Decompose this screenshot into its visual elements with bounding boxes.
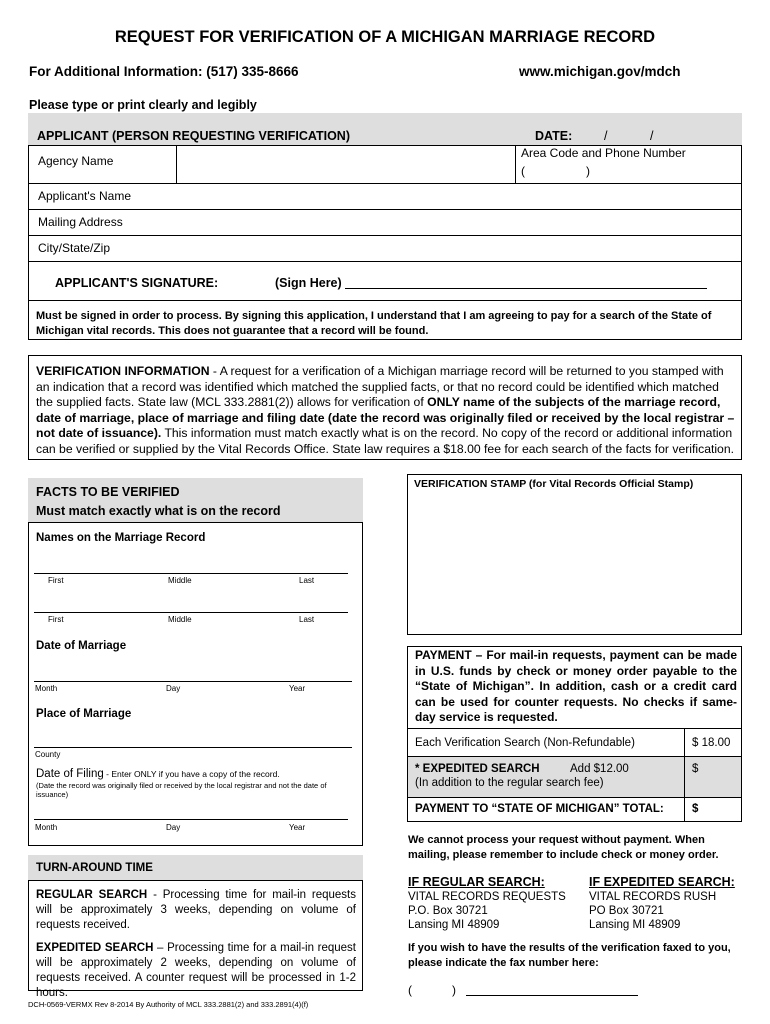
regular-address-line-3: Lansing MI 48909 xyxy=(408,919,500,931)
signature-note: Must be signed in order to process. By signing this application, I understand that I am agreeing to pay for a search of the State of Michigan vital records. This does not guarantee that a record will be found. xyxy=(36,310,712,337)
date-slash: / xyxy=(650,129,654,143)
day-caption: Day xyxy=(166,684,181,693)
row-divider xyxy=(28,300,742,301)
middle-caption: Middle xyxy=(168,576,192,585)
applicant-heading: APPLICANT (PERSON REQUESTING VERIFICATION) xyxy=(37,129,350,143)
form-footer: DCH-0569-VERMX Rev 8-2014 By Authority of MCL 333.2881(2) and 333.2891(4)(f) xyxy=(28,1000,309,1009)
expedited-search-body: – Processing time for a mail-in request will be approximately 2 weeks, depending on volume of requests received. A counter request will be processed in 1-2 hours. xyxy=(36,942,357,999)
mailing-address-field[interactable] xyxy=(140,210,740,234)
expedited-search-lead: EXPEDITED SEARCH xyxy=(36,942,154,954)
name-line-1[interactable] xyxy=(34,573,348,574)
date-of-marriage-label: Date of Marriage xyxy=(36,640,127,652)
applicant-name-field[interactable] xyxy=(140,184,740,208)
payment-total-label: PAYMENT TO “STATE OF MICHIGAN” TOTAL: xyxy=(415,803,664,815)
regular-address-line-1: VITAL RECORDS REQUESTS xyxy=(408,891,566,903)
page-title: REQUEST FOR VERIFICATION OF A MICHIGAN MARRIAGE RECORD xyxy=(114,28,656,46)
expedited-address-line-2: PO Box 30721 xyxy=(589,905,664,917)
first-caption: First xyxy=(48,576,64,585)
date-of-filing-label xyxy=(36,768,280,780)
expedited-address-line-1: VITAL RECORDS RUSH xyxy=(589,891,717,903)
month-caption: Month xyxy=(35,684,58,693)
month-caption: Month xyxy=(35,823,58,832)
phone-label: Area Code and Phone Number xyxy=(521,146,686,160)
facts-heading: FACTS TO BE VERIFIED xyxy=(36,485,180,499)
names-label: Names on the Marriage Record xyxy=(36,532,206,544)
signature-field[interactable] xyxy=(345,288,707,289)
verification-info-lead: VERIFICATION INFORMATION xyxy=(36,364,210,378)
verification-info-bold: ONLY name of the subjects of the marriage record, date of marriage, place of marriage and filing date (date the record was originally filed or received by the local registrar – not date of issuance). xyxy=(36,395,735,441)
info-phone: For Additional Information: (517) 335-8666 xyxy=(29,64,299,79)
expedited-search-text xyxy=(36,941,356,1001)
verification-info-text xyxy=(36,364,738,458)
payment-text: PAYMENT – For mail-in requests, payment can be made in U.S. funds by check or money order payable to the “State of Michigan”. In addition, cash or a credit card can be used for counter requests. No checks if same-day service is requested. xyxy=(415,648,737,724)
column-divider xyxy=(684,728,685,822)
last-caption: Last xyxy=(299,615,315,624)
day-caption: Day xyxy=(166,823,181,832)
row-divider xyxy=(407,797,742,798)
applicant-name-label: Applicant's Name xyxy=(38,189,131,203)
filing-date-line[interactable] xyxy=(34,819,348,820)
phone-close-paren: ) xyxy=(586,164,590,178)
fax-close-paren: ) xyxy=(452,983,456,997)
regular-search-text xyxy=(36,888,356,933)
date-of-filing-note: - Enter ONLY if you have a copy of the record. xyxy=(103,769,280,779)
instructions: Please type or print clearly and legibly xyxy=(29,98,257,112)
expedited-search-label: * EXPEDITED SEARCH xyxy=(415,763,540,775)
fax-open-paren: ( xyxy=(408,983,412,997)
regular-search-body: - Processing time for mail-in requests will be approximately 3 weeks, depending on volume of requests received. xyxy=(36,889,356,931)
phone-open-paren: ( xyxy=(521,164,525,178)
phone-field[interactable] xyxy=(516,147,741,182)
date-of-filing-explanation: (Date the record was originally filed or received by the local registrar and not the date of issuance) xyxy=(36,781,327,799)
regular-search-lead: REGULAR SEARCH xyxy=(36,889,148,901)
city-state-zip-field[interactable] xyxy=(140,236,740,260)
row-divider xyxy=(407,728,742,729)
mailing-address-label: Mailing Address xyxy=(38,215,123,229)
date-slash: / xyxy=(604,129,608,143)
county-caption: County xyxy=(35,750,61,759)
regular-search-address-heading: IF REGULAR SEARCH: xyxy=(408,875,545,889)
verification-info-part-1: - A request for a verification of a Michigan marriage record will be returned to you stamped with an indication that a record was identified which matched the supplied facts, or that no record could be identified which matched the supplied facts. State law (MCL 333.2881(2)) allows for verification of xyxy=(36,364,724,410)
verification-stamp-label: VERIFICATION STAMP (for Vital Records Official Stamp) xyxy=(414,478,694,490)
each-search-amount: $ 18.00 xyxy=(692,737,731,749)
info-website: www.michigan.gov/mdch xyxy=(519,64,681,79)
county-line[interactable] xyxy=(34,747,352,748)
fax-area-code-field[interactable] xyxy=(416,980,450,998)
middle-caption: Middle xyxy=(168,615,192,624)
fax-number-field[interactable] xyxy=(466,995,638,996)
each-search-label: Each Verification Search (Non-Refundable) xyxy=(415,737,635,749)
date-label: DATE: xyxy=(535,129,573,143)
signature-label: APPLICANT'S SIGNATURE: xyxy=(55,276,219,290)
agency-name-label: Agency Name xyxy=(38,154,114,168)
place-of-marriage-label: Place of Marriage xyxy=(36,708,132,720)
payment-mailing-note: We cannot process your request without payment. When mailing, please remember to include check or money order. xyxy=(408,834,719,861)
verification-info-part-2: This information must match exactly what is on the record. No copy of the record or additional information can be verified or supplied by the Vital Records Office. State law requires a $18.00 fee for each search of the facts for verification. xyxy=(36,426,735,456)
name-line-2[interactable] xyxy=(34,612,348,613)
first-caption: First xyxy=(48,615,64,624)
year-caption: Year xyxy=(289,684,306,693)
city-state-zip-label: City/State/Zip xyxy=(38,241,111,255)
expedited-search-address-heading: IF EXPEDITED SEARCH: xyxy=(589,875,735,889)
expedited-note: (In addition to the regular search fee) xyxy=(415,777,604,789)
sign-here-label: (Sign Here) xyxy=(275,276,342,290)
expedited-add-fee: Add $12.00 xyxy=(570,763,629,775)
marriage-date-line[interactable] xyxy=(34,681,352,682)
regular-address-line-2: P.O. Box 30721 xyxy=(408,905,488,917)
facts-subheading: Must match exactly what is on the record xyxy=(36,504,281,518)
expedited-amount-field[interactable]: $ xyxy=(692,763,699,775)
payment-total-field[interactable]: $ xyxy=(692,803,699,815)
agency-name-field[interactable] xyxy=(177,147,514,182)
last-caption: Last xyxy=(299,576,315,585)
date-of-filing-title: Date of Filing xyxy=(36,768,104,780)
verification-stamp-box xyxy=(407,474,742,635)
row-divider xyxy=(407,756,742,757)
turnaround-heading: TURN-AROUND TIME xyxy=(36,862,153,874)
year-caption: Year xyxy=(289,823,306,832)
row-divider xyxy=(28,261,742,262)
expedited-address-line-3: Lansing MI 48909 xyxy=(589,919,681,931)
fax-note: If you wish to have the results of the verification faxed to you, please indicate the fax number here: xyxy=(408,942,731,969)
